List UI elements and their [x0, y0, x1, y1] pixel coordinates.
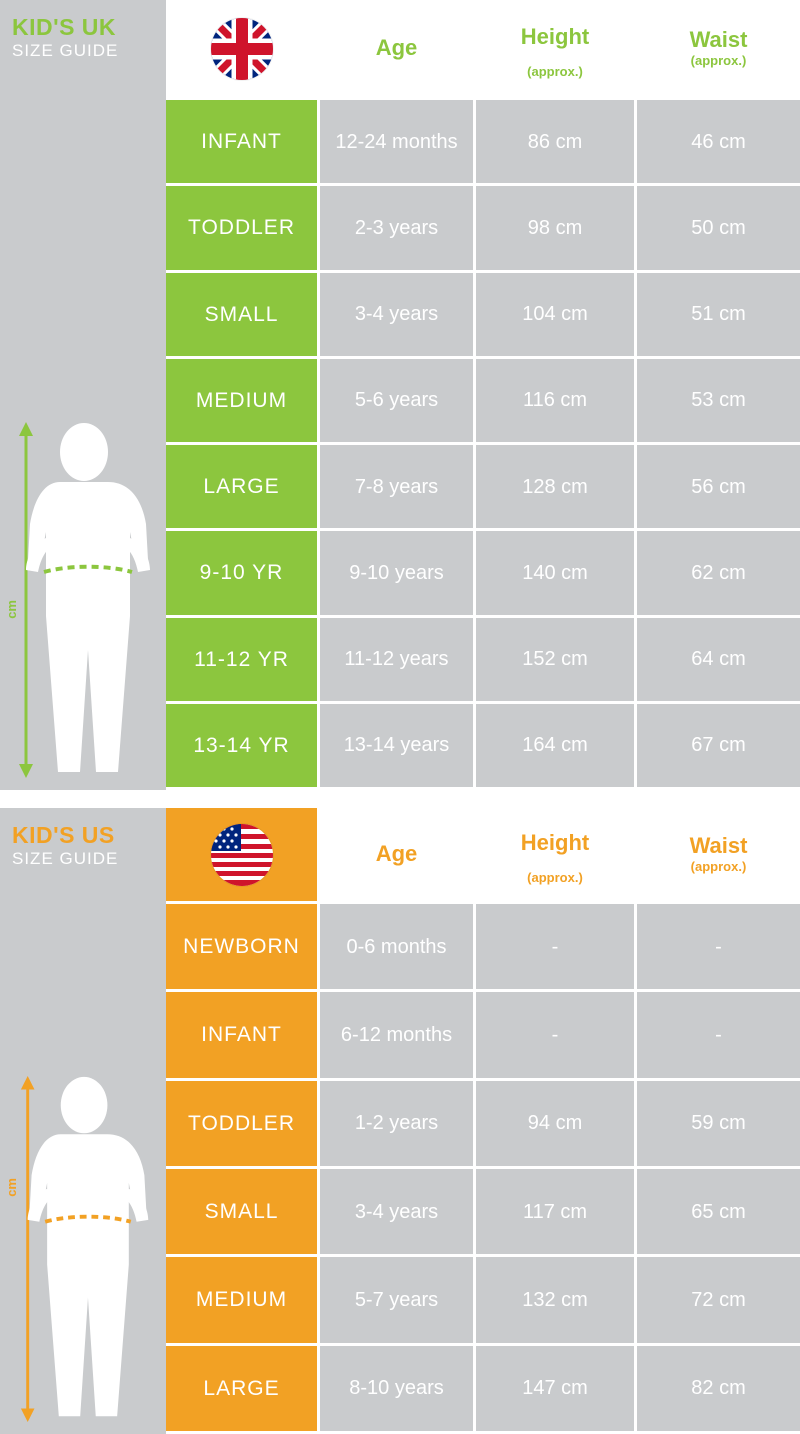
us-table-header-row: [166, 808, 800, 904]
uk-size-table: [166, 0, 800, 790]
uk-flag-icon: [211, 18, 273, 80]
us-row0-height: -: [476, 904, 637, 992]
us-guide-title: [0, 808, 166, 870]
table-row: [166, 273, 800, 359]
uk-table-header-row: [166, 0, 800, 100]
person-icon: [593, 823, 615, 869]
uk-row3-waist: 53 cm: [637, 359, 800, 445]
us-row4-size: MEDIUM: [166, 1257, 320, 1345]
us-row0-waist: -: [637, 904, 800, 992]
uk-row0-waist: 46 cm: [637, 100, 800, 186]
uk-row0-height: 86 cm: [476, 100, 637, 186]
us-row2-size: TODDLER: [166, 1081, 320, 1169]
uk-header-waist: Waist (approx.): [637, 0, 800, 100]
uk-row6-age: 11-12 years: [320, 618, 476, 704]
uk-row0-size: INFANT: [166, 100, 320, 186]
uk-row3-size: MEDIUM: [166, 359, 320, 445]
us-title-line1: KID'S US: [12, 822, 115, 848]
us-row1-age: 6-12 months: [320, 992, 476, 1080]
uk-row4-age: 7-8 years: [320, 445, 476, 531]
uk-title-line1: KID'S UK: [12, 14, 117, 40]
us-header-age: Age: [320, 808, 476, 904]
person-icon: [593, 17, 615, 63]
uk-row5-height: 140 cm: [476, 531, 637, 617]
table-row: [166, 992, 800, 1080]
us-size-table: [166, 808, 800, 1434]
us-header-waist: Waist (approx.): [637, 808, 800, 904]
uk-axis-label: cm: [4, 600, 19, 619]
us-row5-waist: 82 cm: [637, 1346, 800, 1434]
uk-row0-age: 12-24 months: [320, 100, 476, 186]
us-row2-waist: 59 cm: [637, 1081, 800, 1169]
uk-flag-cell: [166, 0, 320, 100]
uk-header-height: Height (approx.): [476, 0, 637, 100]
us-row4-waist: 72 cm: [637, 1257, 800, 1345]
us-row2-age: 1-2 years: [320, 1081, 476, 1169]
us-row3-waist: 65 cm: [637, 1169, 800, 1257]
uk-row2-waist: 51 cm: [637, 273, 800, 359]
us-axis-label: cm: [4, 1178, 19, 1197]
panel-divider: [0, 790, 800, 808]
us-size-guide-panel: [0, 808, 800, 1434]
uk-row1-waist: 50 cm: [637, 186, 800, 272]
us-row5-height: 147 cm: [476, 1346, 637, 1434]
table-row: [166, 1081, 800, 1169]
uk-row7-age: 13-14 years: [320, 704, 476, 790]
table-row: [166, 618, 800, 704]
uk-row4-size: LARGE: [166, 445, 320, 531]
us-row5-size: LARGE: [166, 1346, 320, 1434]
table-row: [166, 359, 800, 445]
uk-row6-waist: 64 cm: [637, 618, 800, 704]
us-row0-age: 0-6 months: [320, 904, 476, 992]
uk-row2-height: 104 cm: [476, 273, 637, 359]
table-row: [166, 186, 800, 272]
uk-row7-height: 164 cm: [476, 704, 637, 790]
us-row3-height: 117 cm: [476, 1169, 637, 1257]
us-header-height: Height (approx.): [476, 808, 637, 904]
uk-row6-height: 152 cm: [476, 618, 637, 704]
us-child-silhouette: [8, 1074, 166, 1424]
table-row: [166, 531, 800, 617]
table-row: [166, 904, 800, 992]
us-row4-age: 5-7 years: [320, 1257, 476, 1345]
uk-row6-size: 11-12 YR: [166, 618, 320, 704]
uk-row1-age: 2-3 years: [320, 186, 476, 272]
uk-figure-column: [0, 0, 166, 790]
table-row: [166, 100, 800, 186]
table-row: [166, 445, 800, 531]
uk-row7-waist: 67 cm: [637, 704, 800, 790]
us-figure-column: [0, 808, 166, 1434]
us-flag-cell: [166, 808, 320, 904]
us-row1-size: INFANT: [166, 992, 320, 1080]
uk-row1-size: TODDLER: [166, 186, 320, 272]
uk-row5-size: 9-10 YR: [166, 531, 320, 617]
us-row1-height: -: [476, 992, 637, 1080]
uk-row4-height: 128 cm: [476, 445, 637, 531]
uk-row2-size: SMALL: [166, 273, 320, 359]
uk-row7-size: 13-14 YR: [166, 704, 320, 790]
uk-row5-age: 9-10 years: [320, 531, 476, 617]
uk-row3-age: 5-6 years: [320, 359, 476, 445]
us-flag-icon: [211, 824, 273, 886]
table-row: [166, 1257, 800, 1345]
us-row4-height: 132 cm: [476, 1257, 637, 1345]
us-row3-size: SMALL: [166, 1169, 320, 1257]
us-row5-age: 8-10 years: [320, 1346, 476, 1434]
uk-header-age: Age: [320, 0, 476, 100]
table-row: [166, 1346, 800, 1434]
uk-child-silhouette: [8, 420, 166, 780]
us-row1-waist: -: [637, 992, 800, 1080]
uk-row5-waist: 62 cm: [637, 531, 800, 617]
uk-row2-age: 3-4 years: [320, 273, 476, 359]
us-row3-age: 3-4 years: [320, 1169, 476, 1257]
table-row: [166, 1169, 800, 1257]
uk-row3-height: 116 cm: [476, 359, 637, 445]
uk-row1-height: 98 cm: [476, 186, 637, 272]
us-title-line2: SIZE GUIDE: [12, 849, 119, 868]
uk-row4-waist: 56 cm: [637, 445, 800, 531]
us-row2-height: 94 cm: [476, 1081, 637, 1169]
table-row: [166, 704, 800, 790]
uk-title-line2: SIZE GUIDE: [12, 41, 119, 60]
person-icon: [495, 823, 517, 869]
person-icon: [495, 17, 517, 63]
us-row0-size: NEWBORN: [166, 904, 320, 992]
uk-guide-title: [0, 0, 166, 62]
